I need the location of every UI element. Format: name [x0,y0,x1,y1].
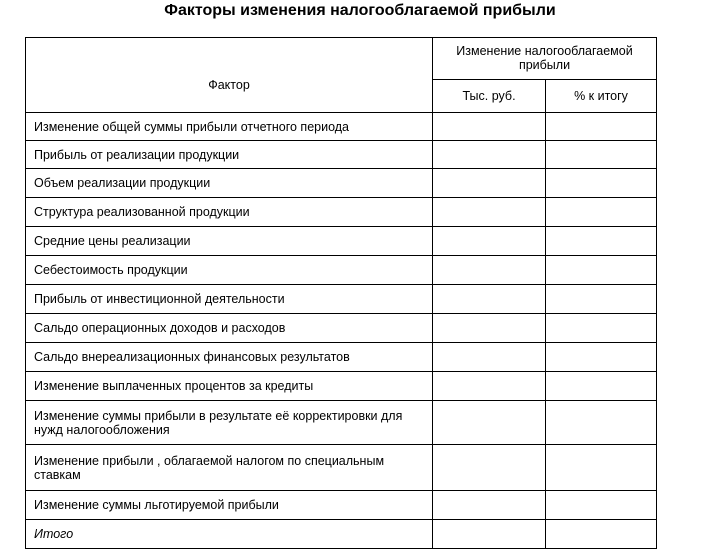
table-row [26,372,657,401]
percent-cell [546,256,657,285]
value-cell [433,343,546,372]
row-label: Структура реализованной продукции [26,198,433,227]
percent-cell [546,227,657,256]
row-label: Изменение суммы льготируемой прибыли [26,491,433,520]
percent-cell [546,285,657,314]
percent-header: % к итогу [546,79,657,112]
percent-cell [546,198,657,227]
percent-cell [546,372,657,401]
thousand-rub-header: Тыс. руб. [433,79,546,112]
row-label: Прибыль от инвестиционной деятельности [26,285,433,314]
row-label: Изменение суммы прибыли в результате её корректировки для нужд налогообложения [26,401,433,445]
value-cell [433,113,546,141]
table-row [26,285,657,314]
value-cell [433,285,546,314]
percent-cell [546,113,657,141]
table-row [26,445,657,491]
value-cell [433,227,546,256]
row-label: Средние цены реализации [26,227,433,256]
row-label: Изменение прибыли , облагаемой налогом по специальным ставкам [26,445,433,491]
table-row [26,198,657,227]
total-row [26,520,657,549]
value-cell [433,491,546,520]
value-cell [433,401,546,445]
percent-cell [546,141,657,169]
value-cell [433,445,546,491]
table-row [26,113,657,141]
value-cell [433,256,546,285]
value-cell [433,520,546,549]
percent-cell [546,491,657,520]
factor-column-header: Фактор [26,38,433,113]
table-row [26,169,657,198]
change-column-header: Изменение налогооблагаемой прибыли [433,38,657,80]
percent-cell [546,520,657,549]
percent-cell [546,169,657,198]
value-cell [433,169,546,198]
table-row [26,227,657,256]
table-row [26,401,657,445]
row-label: Объем реализации продукции [26,169,433,198]
percent-cell [546,445,657,491]
value-cell [433,314,546,343]
value-cell [433,141,546,169]
table-row [26,491,657,520]
table-row [26,141,657,169]
row-label: Изменение общей суммы прибыли отчетного периода [26,113,433,141]
total-label: Итого [26,520,433,549]
table-row [26,256,657,285]
value-cell [433,372,546,401]
percent-cell [546,314,657,343]
row-label: Изменение выплаченных процентов за кредиты [26,372,433,401]
page-title: Факторы изменения налогооблагаемой прибыли [164,2,556,19]
row-label: Прибыль от реализации продукции [26,141,433,169]
row-label: Сальдо внереализационных финансовых результатов [26,343,433,372]
row-label: Сальдо операционных доходов и расходов [26,314,433,343]
percent-cell [546,401,657,445]
row-label: Себестоимость продукции [26,256,433,285]
value-cell [433,198,546,227]
header-row [26,38,657,80]
table-row [26,343,657,372]
factors-table [25,37,657,549]
percent-cell [546,343,657,372]
table-row [26,314,657,343]
